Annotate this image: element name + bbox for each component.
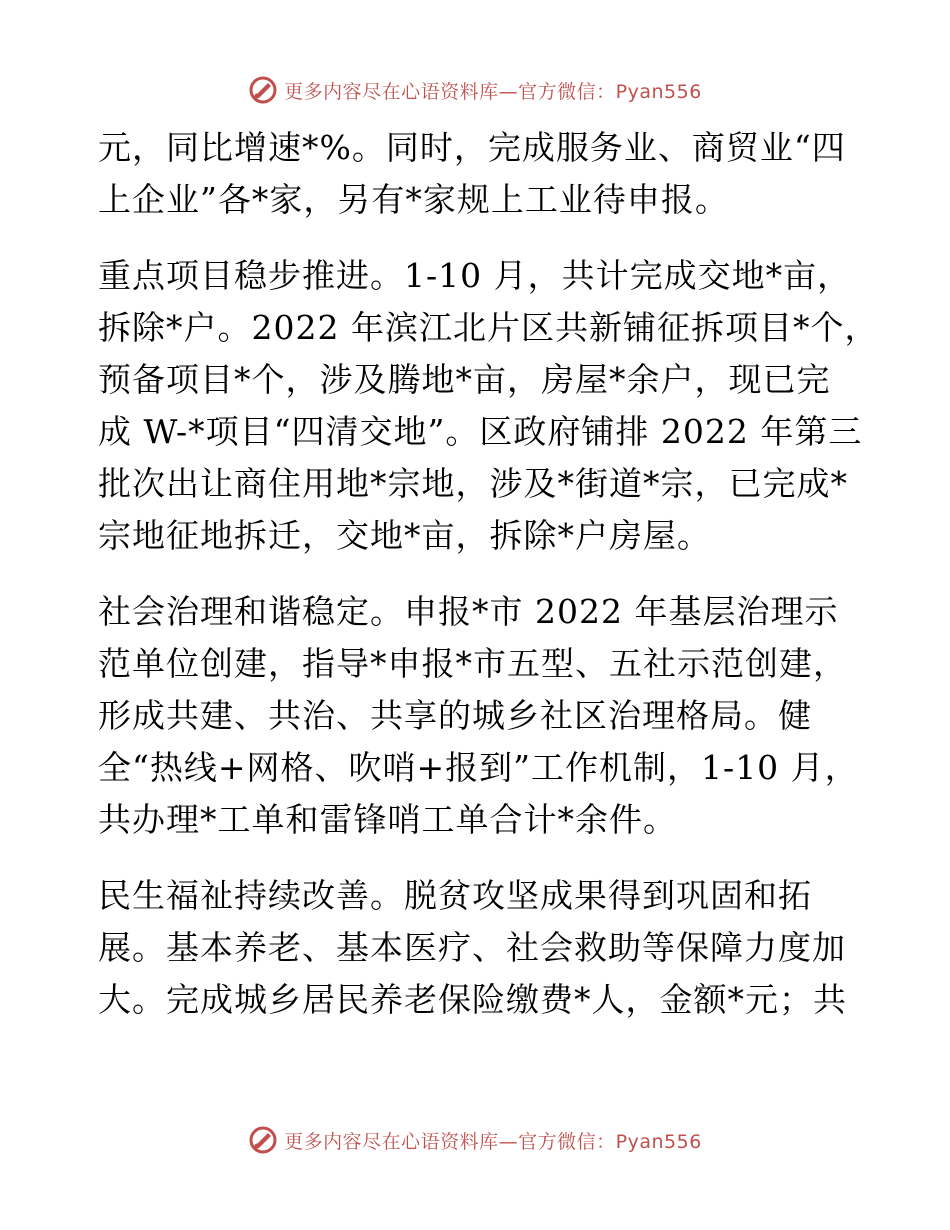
text-line: 展。基本养老、基本医疗、社会救助等保障力度加 bbox=[98, 928, 846, 967]
text-line: 大。完成城乡居民养老保险缴费*人，金额*元；共 bbox=[98, 980, 847, 1019]
text-line: 重点项目稳步推进。1-10 月，共计完成交地*亩， bbox=[98, 256, 852, 295]
text-line: 全“热线+网格、吹哨+报到”工作机制，1-10 月， bbox=[98, 748, 859, 787]
text-line: 上企业”各*家，另有*家规上工业待申报。 bbox=[98, 180, 729, 219]
text-line: 宗地征地拆迁，交地*亩，拆除*户房屋。 bbox=[98, 516, 711, 555]
header-watermark bbox=[0, 70, 950, 110]
text-line: 民生福祉持续改善。脱贫攻坚成果得到巩固和拓 bbox=[98, 876, 812, 915]
text-line: 预备项目*个，涉及腾地*亩，房屋*余户，现已完 bbox=[98, 360, 831, 399]
brush-logo-icon bbox=[248, 75, 278, 105]
text-line: 元，同比增速*%。同时，完成服务业、商贸业“四 bbox=[98, 128, 846, 167]
text-line: 社会治理和谐稳定。申报*市 2022 年基层治理示 bbox=[98, 592, 839, 631]
footer-watermark bbox=[0, 1120, 950, 1160]
text-line: 批次出让商住用地*宗地，涉及*街道*宗，已完成* bbox=[98, 464, 848, 503]
watermark-text: 更多内容尽在心语资料库—官方微信：Pyan556 bbox=[284, 1130, 702, 1153]
document-body bbox=[98, 122, 879, 1050]
text-line: 范单位创建，指导*申报*市五型、五社示范创建， bbox=[98, 644, 847, 683]
paragraph bbox=[98, 586, 858, 846]
brush-logo-icon bbox=[248, 1125, 278, 1155]
paragraph bbox=[98, 122, 858, 226]
paragraph bbox=[98, 870, 858, 1026]
paragraph bbox=[98, 250, 879, 562]
watermark-text: 更多内容尽在心语资料库—官方微信：Pyan556 bbox=[284, 80, 702, 103]
text-line: 拆除*户。2022 年滨江北片区共新铺征拆项目*个， bbox=[98, 308, 879, 347]
text-line: 形成共建、共治、共享的城乡社区治理格局。健 bbox=[98, 696, 812, 735]
text-line: 共办理*工单和雷锋哨工单合计*余件。 bbox=[98, 800, 677, 839]
text-line: 成 W-*项目“四清交地”。区政府铺排 2022 年第三 bbox=[98, 412, 863, 451]
